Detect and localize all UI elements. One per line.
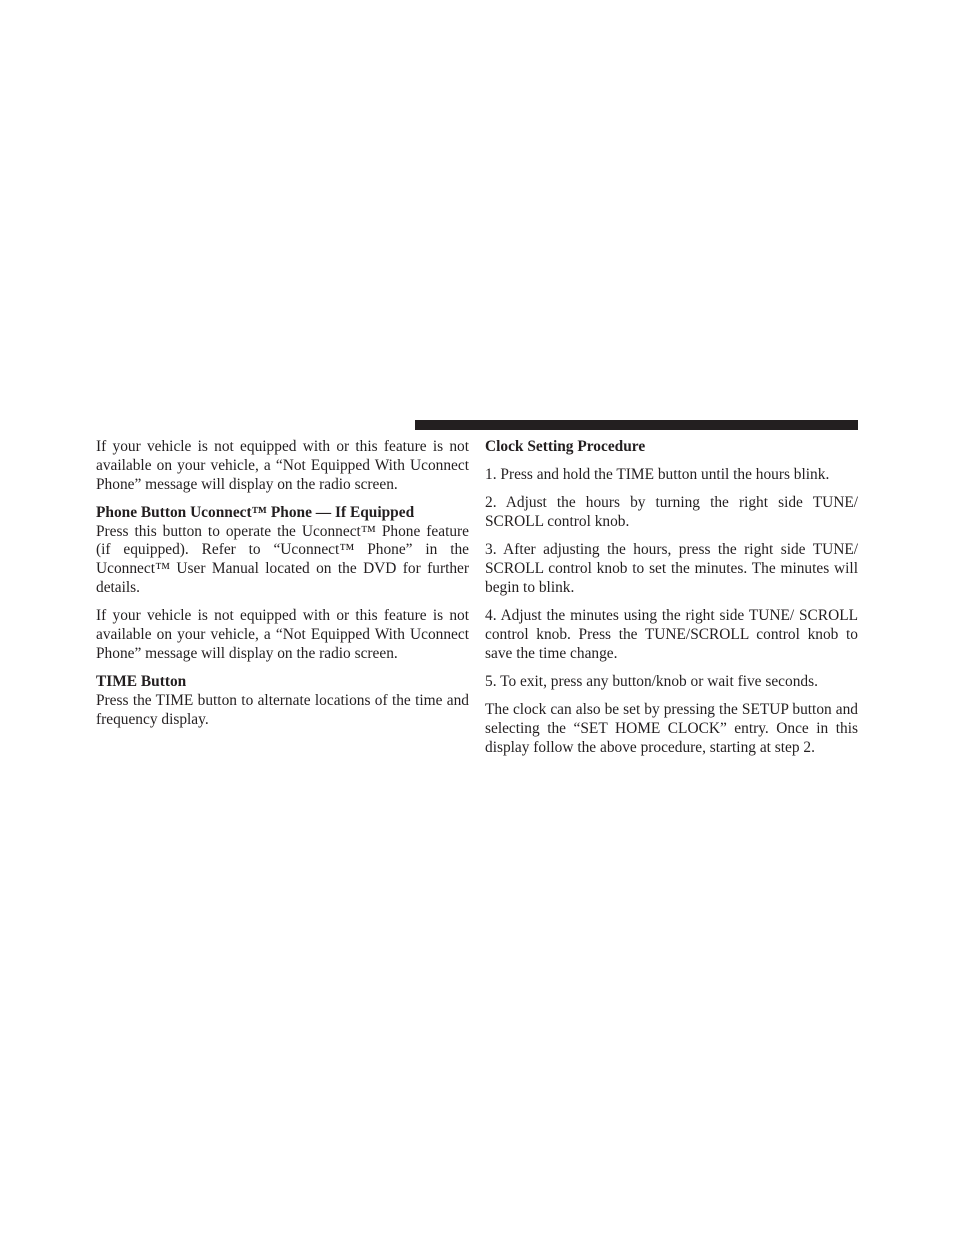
step-item: [485, 673, 858, 692]
step-item: [485, 541, 858, 597]
right-column: [485, 438, 858, 767]
phone-button-heading: Phone Button Uconnect™ Phone — If Equipped: [96, 503, 415, 521]
step-number: 4.: [485, 607, 497, 625]
phone-button-body: Press this button to operate the Uconnect™ Phone feature (if equipped). Refer to “Uconnect™ Phone” in the Uconnect™ User Manual located on the DVD for further details.: [96, 522, 469, 596]
step-text: Press and hold the TIME button until the hours blink.: [500, 466, 830, 484]
not-equipped-paragraph: If your vehicle is not equipped with or this feature is not available on your vehicle, a “Not Equipped With Uconnect Phone” message will display on the radio screen.: [96, 438, 469, 493]
phone-button-section: [96, 504, 469, 598]
step-number: 1.: [485, 466, 497, 484]
section-header-bar: [415, 420, 858, 430]
time-button-section: [96, 673, 469, 729]
left-column: [96, 438, 469, 739]
closing-paragraph: The clock can also be set by pressing the SETUP button and selecting the “SET HOME CLOCK” entry. Once in this display follow the above procedure, starting at step 2.: [485, 701, 858, 756]
step-number: 2.: [485, 494, 497, 512]
clock-setting-heading: Clock Setting Procedure: [485, 438, 646, 455]
step-text: Adjust the hours by turning the right side TUNE/ SCROLL control knob.: [485, 494, 859, 531]
step-text: Adjust the minutes using the right side TUNE/ SCROLL control knob. Press the TUNE/SCROLL control knob to save the time change.: [485, 607, 859, 662]
step-item: [485, 607, 858, 663]
step-text: After adjusting the hours, press the right side TUNE/ SCROLL control knob to set the minutes. The minutes will begin to blink.: [485, 541, 859, 596]
not-equipped-paragraph-2: If your vehicle is not equipped with or this feature is not available on your vehicle, a “Not Equipped With Uconnect Phone” message will display on the radio screen.: [96, 607, 469, 662]
step-item: [485, 466, 858, 485]
step-number: 3.: [485, 541, 497, 559]
step-number: 5.: [485, 672, 497, 690]
step-item: [485, 494, 858, 532]
time-button-heading: TIME Button: [96, 672, 187, 690]
step-text: To exit, press any button/knob or wait five seconds.: [500, 672, 818, 690]
time-button-body: Press the TIME button to alternate locations of the time and frequency display.: [96, 691, 469, 728]
